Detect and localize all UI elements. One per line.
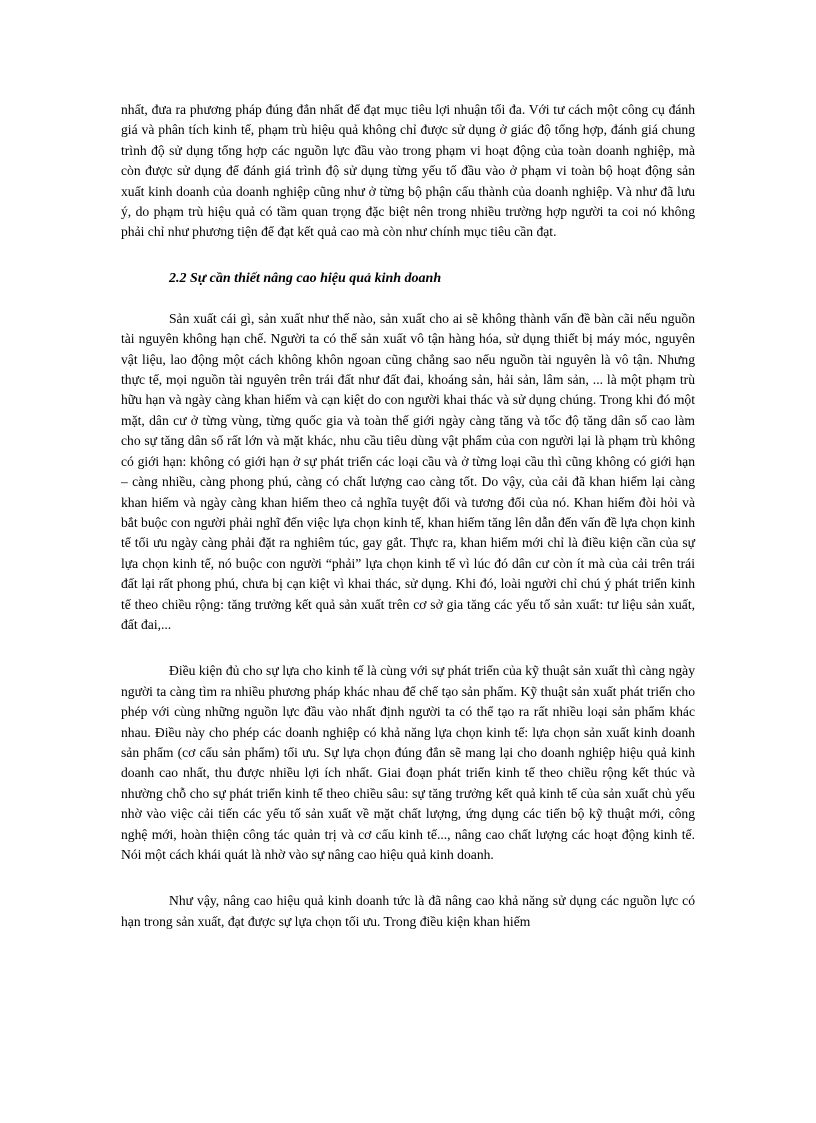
paragraph-scarcity: Sản xuất cái gì, sản xuất như thế nào, sản xuất cho ai sẽ không thành vấn đề bàn cãi nếu nguồn tài nguyên không hạn chế. Người ta có thể sản xuất vô tận hàng hóa, sử dụng thiết bị máy móc, nguyên vật liệu, lao động một cách không khôn ngoan cũng chẳng sao nếu nguồn tài nguyên là vô tận. Nhưng thực tế, mọi nguồn tài nguyên trên trái đất như đất đai, khoáng sản, hải sản, lâm sản, ... là một phạm trù hữu hạn và ngày càng khan hiếm và cạn kiệt do con người khai thác và sử dụng chúng. Trong khi đó một mặt, dân cư ở từng vùng, từng quốc gia và toàn thế giới ngày càng tăng và tốc độ tăng dân số cao làm cho sự tăng dân số rất lớn và mặt khác, nhu cầu tiêu dùng vật phẩm của con người lại là phạm trù không có giới hạn: không có giới hạn ở sự phát triển các loại cầu và ở từng loại cầu thì cũng không có giới hạn – càng nhiều, càng phong phú, càng có chất lượng cao càng tốt. Do vậy, của cải đã khan hiếm lại càng khan hiếm và ngày càng khan hiếm theo cả nghĩa tuyệt đối và tương đối của nó. Khan hiếm đòi hỏi và bắt buộc con người phải nghĩ đến việc lựa chọn kinh tế, khan hiếm tăng lên dẫn đến vấn đề lựa chọn kinh tế tối ưu ngày càng phải đặt ra nghiêm túc, gay gắt. Thực ra, khan hiếm mới chỉ là điều kiện cần của sự lựa chọn kinh tế, nó buộc con người “phải” lựa chọn kinh tế vì lúc đó dân cư còn ít mà của cải trên trái đất lại rất phong phú, chưa bị cạn kiệt vì khai thác, sử dụng. Khi đó, loài người chỉ chú ý phát triển kinh tế theo chiều rộng: tăng trưởng kết quả sản xuất trên cơ sở gia tăng các yếu tố sản xuất: tư liệu sản xuất, đất đai,... xyxy=(121,310,695,632)
document-page xyxy=(121,100,695,932)
paragraph-technology: Điều kiện đủ cho sự lựa cho kinh tế là cùng với sự phát triển của kỹ thuật sản xuất thì càng ngày người ta càng tìm ra nhiều phương pháp khác nhau để chế tạo sản phẩm. Kỹ thuật sản xuất phát triển cho phép với cùng những nguồn lực đầu vào nhất định người ta có thể tạo ra rất nhiều loại sản phẩm khác nhau. Điều này cho phép các doanh nghiệp có khả năng lựa chọn kinh tế: lựa chọn sản xuất kinh doanh sản phẩm (cơ cấu sản phẩm) tối ưu. Sự lựa chọn đúng đắn sẽ mang lại cho doanh nghiệp hiệu quả kinh doanh cao nhất, thu được nhiều lợi ích nhất. Giai đoạn phát triển kinh tế theo chiều rộng kết thúc và nhường chỗ cho sự phát triển kinh tế theo chiều sâu: sự tăng trưởng kết quả kinh tế của sản xuất chủ yếu nhờ vào việc cải tiến các yếu tố sản xuất về mặt chất lượng, ứng dụng các tiến bộ kỹ thuật mới, công nghệ mới, hoàn thiện công tác quản trị và cơ cấu kinh tế..., nâng cao chất lượng các hoạt động kinh tế. Nói một cách khái quát là nhờ vào sự nâng cao hiệu quả kinh doanh. xyxy=(121,663,695,862)
paragraph-conclusion: Như vậy, nâng cao hiệu quả kinh doanh tức là đã nâng cao khả năng sử dụng các nguồn lực có hạn trong sản xuất, đạt được sự lựa chọn tối ưu. Trong điều kiện khan hiếm xyxy=(121,893,695,929)
paragraph-efficiency-role: nhất, đưa ra phương pháp đúng đắn nhất để đạt mục tiêu lợi nhuận tối đa. Với tư cách một công cụ đánh giá và phân tích kinh tế, phạm trù hiệu quả không chỉ được sử dụng ở giác độ tổng hợp, đánh giá chung trình độ sử dụng tổng hợp các nguồn lực đầu vào trong phạm vi hoạt động của toàn doanh nghiệp, mà còn được sử dụng để đánh giá trình độ sử dụng từng yếu tố đầu vào ở phạm vi toàn bộ hoạt động sản xuất kinh doanh của doanh nghiệp cũng như ở từng bộ phận cấu thành của doanh nghiệp. Và như đã lưu ý, do phạm trù hiệu quả có tầm quan trọng đặc biệt nên trong nhiều trường hợp người ta coi nó không phải chỉ như phương tiện để đạt kết quả cao mà còn như chính mục tiêu cần đạt. xyxy=(121,102,695,240)
section-heading: 2.2 Sự cần thiết nâng cao hiệu quả kinh doanh xyxy=(169,270,442,286)
